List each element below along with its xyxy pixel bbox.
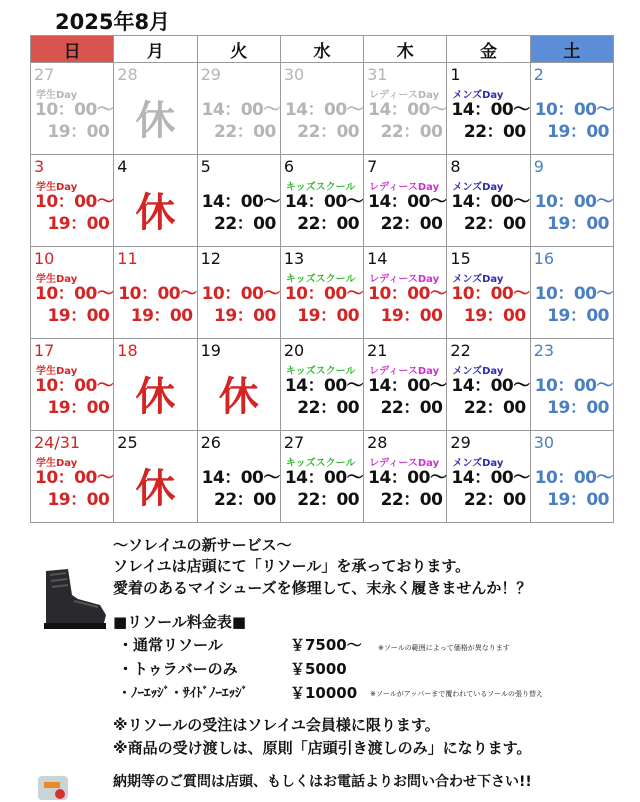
event-label: メンズDay [452,458,504,469]
day-number: 13 [283,249,305,268]
price-item-note: ※ソールの範囲によって価格が異なります [378,644,510,652]
open-time: 14：00～ [201,100,280,120]
close-time: 22：00 [380,214,443,234]
close-time: 19：00 [547,214,609,234]
close-time: 22：00 [297,122,360,142]
day-number: 23 [533,341,555,360]
close-time: 22：00 [463,398,526,418]
close-time: 22：00 [380,122,443,142]
event-label: メンズDay [452,366,504,377]
calendar-day-cell [530,247,613,339]
weekday-mon: 月 [114,36,197,63]
calendar-day-cell [197,431,280,523]
calendar-day-cell [447,63,530,155]
open-time: 14：00～ [368,100,447,120]
calendar-day-cell [364,431,447,523]
day-number: 31 [367,65,388,84]
close-time: 22：00 [463,214,526,234]
calendar-week-row [31,155,614,247]
day-number: 11 [117,249,138,268]
calendar-day-cell [530,155,613,247]
calendar-day-cell [31,155,114,247]
day-number: 27 [283,433,305,452]
event-label: レディースDay [369,458,440,469]
calendar-day-cell [530,339,613,431]
open-time: 10：00～ [368,284,447,304]
day-number: 27 [34,65,55,84]
calendar-week-row [31,339,614,431]
calendar-day-cell [114,155,197,247]
calendar-title: 2025年8月 [55,10,171,34]
closed-day-mark: 休 [135,190,176,236]
close-time: 22：00 [297,398,360,418]
calendar-day-cell [114,63,197,155]
weekday-tue: 火 [197,36,280,63]
closed-day-mark: 休 [218,374,259,420]
close-time: 22：00 [214,490,276,510]
calendar-day-cell [280,339,363,431]
day-number: 6 [283,157,295,176]
day-number: 17 [34,341,55,360]
price-heading: ■リソール料金表■ [113,613,247,631]
event-label: 学生Day [36,366,78,377]
open-time: 14：00～ [201,192,280,212]
open-time: 14：00～ [368,468,447,488]
close-time: 22：00 [297,214,360,234]
day-number: 1 [450,65,461,84]
open-time: 10：00～ [118,284,197,304]
weekday-sat: 土 [530,36,613,63]
event-label: レディースDay [369,182,440,193]
closed-day-mark: 休 [135,98,176,144]
calendar-day-cell [447,339,530,431]
day-number: 8 [450,157,461,176]
close-time: 19：00 [130,306,193,326]
calendar-day-cell [31,247,114,339]
open-time: 10：00～ [534,376,614,396]
open-time: 10：00～ [35,284,114,304]
calendar-day-cell [530,431,613,523]
day-number: 14 [367,249,388,268]
day-number: 9 [533,157,544,176]
calendar-day-cell [447,155,530,247]
day-number: 4 [117,157,128,176]
event-label: メンズDay [452,182,504,193]
event-label: キッズスクール [285,366,356,377]
calendar-day-cell [364,247,447,339]
open-time: 14：00～ [284,468,364,488]
day-number: 30 [283,65,305,84]
close-time: 19：00 [547,122,609,142]
calendar-week-row [31,247,614,339]
open-time: 10：00～ [534,468,614,488]
open-time: 14：00～ [201,468,280,488]
day-number: 25 [117,433,138,452]
event-label: 学生Day [36,90,78,101]
day-number: 19 [200,341,221,360]
price-item-price: ￥10000 [290,684,358,702]
calendar-table [30,35,614,523]
day-number: 26 [200,433,221,452]
open-time: 10：00～ [284,284,364,304]
info-line-1: ソレイユは店頭にて「リソール」を承っております。 [113,557,471,575]
day-number: 16 [533,249,555,268]
price-item-note: ※ソールがアッパーまで覆われているソールの張り替え [370,690,543,698]
event-label: メンズDay [452,274,504,285]
open-time: 10：00～ [35,192,114,212]
close-time: 19：00 [47,398,110,418]
calendar-day-cell [280,63,363,155]
calendar-day-cell [197,339,280,431]
day-number: 7 [367,157,378,176]
calendar-day-cell [364,339,447,431]
close-time: 22：00 [214,122,276,142]
close-time: 22：00 [297,490,360,510]
calendar-day-cell [364,155,447,247]
open-time: 14：00～ [284,192,364,212]
close-time: 22：00 [214,214,276,234]
calendar-day-cell [31,431,114,523]
close-time: 22：00 [380,398,443,418]
event-label: レディースDay [369,366,440,377]
close-time: 19：00 [214,306,276,326]
close-time: 19：00 [47,214,110,234]
event-label: キッズスクール [285,182,356,193]
close-time: 19：00 [463,306,526,326]
open-time: 14：00～ [451,376,530,396]
close-time: 19：00 [47,306,110,326]
day-number: 29 [450,433,471,452]
day-number: 21 [367,341,388,360]
event-label: キッズスクール [285,458,356,469]
close-time: 19：00 [297,306,360,326]
day-number: 30 [533,433,555,452]
open-time: 10：00～ [534,192,614,212]
event-label: 学生Day [36,274,78,285]
open-time: 10：00～ [35,468,114,488]
info-line-2: 愛着のあるマイシューズを修理して、末永く履きませんか！？ [113,579,532,597]
calendar-day-cell [197,247,280,339]
open-time: 10：00～ [534,284,614,304]
close-time: 22：00 [463,122,526,142]
open-time: 14：00～ [451,100,530,120]
day-number: 22 [450,341,471,360]
calendar-day-cell [280,155,363,247]
open-time: 10：00～ [35,100,114,120]
ticket-image [30,772,110,802]
calendar-day-cell [447,247,530,339]
close-time: 22：00 [380,490,443,510]
open-time: 10：00～ [534,100,614,120]
calendar-day-cell [197,63,280,155]
open-time: 14：00～ [451,192,530,212]
closed-day-mark: 休 [135,374,176,420]
weekday-thu: 木 [364,36,447,63]
price-item-name: ・トゥラバーのみ [118,660,238,678]
close-time: 19：00 [47,490,110,510]
day-number: 28 [117,65,138,84]
day-number: 15 [450,249,471,268]
weekday-fri: 金 [447,36,530,63]
open-time: 10：00～ [35,376,114,396]
calendar-day-cell [114,339,197,431]
calendar-day-cell [114,431,197,523]
calendar-day-cell [114,247,197,339]
open-time: 14：00～ [368,192,447,212]
close-time: 19：00 [380,306,443,326]
event-label: メンズDay [452,90,504,101]
calendar-day-cell [364,63,447,155]
price-item-name: ・ﾉｰｴｯｼﾞ・ｻｲﾄﾞﾉｰｴｯｼﾞ [118,686,249,701]
price-item-price: ￥5000 [290,660,347,678]
open-time: 14：00～ [284,100,364,120]
calendar-week-row [31,431,614,523]
calendar-day-cell [280,431,363,523]
price-item-price: ￥7500～ [290,636,362,654]
event-label: 学生Day [36,458,78,469]
close-time: 19：00 [547,306,609,326]
day-number: 5 [200,157,211,176]
calendar-day-cell [31,339,114,431]
shoe-image [38,565,110,635]
calendar-day-cell [197,155,280,247]
notice-2: ※商品の受け渡しは、原則「店頭引き渡しのみ」になります。 [113,739,532,757]
close-time: 19：00 [47,122,110,142]
day-number: 28 [367,433,388,452]
weekday-wed: 水 [280,36,363,63]
weekday-header-row [31,36,614,63]
calendar-week-row [31,63,614,155]
close-time: 19：00 [547,398,609,418]
day-number: 18 [117,341,138,360]
info-heading: ～ソレイユの新サービス～ [113,536,292,554]
calendar-day-cell [530,63,613,155]
event-label: レディースDay [369,90,440,101]
event-label: キッズスクール [285,274,356,285]
resole-info-section [0,525,640,800]
calendar-day-cell [31,63,114,155]
open-time: 14：00～ [284,376,364,396]
day-number: 29 [200,65,221,84]
weekday-sun: 日 [31,36,114,63]
close-time: 19：00 [547,490,609,510]
notice-1: ※リソールの受注はソレイユ会員様に限ります。 [113,716,440,734]
open-time: 10：00～ [451,284,530,304]
contact-line: 納期等のご質問は店頭、もしくはお電話よりお問い合わせ下さい!! [113,774,532,790]
day-number: 24/31 [34,433,81,452]
open-time: 14：00～ [368,376,447,396]
day-number: 3 [34,157,45,176]
open-time: 10：00～ [201,284,280,304]
calendar-day-cell [447,431,530,523]
calendar-day-cell [280,247,363,339]
open-time: 14：00～ [451,468,530,488]
event-label: 学生Day [36,182,78,193]
day-number: 20 [283,341,305,360]
day-number: 10 [34,249,55,268]
event-label: レディースDay [369,274,440,285]
day-number: 12 [200,249,221,268]
day-number: 2 [533,65,544,84]
price-item-name: ・通常リソール [118,636,223,654]
closed-day-mark: 休 [135,466,176,512]
close-time: 22：00 [463,490,526,510]
